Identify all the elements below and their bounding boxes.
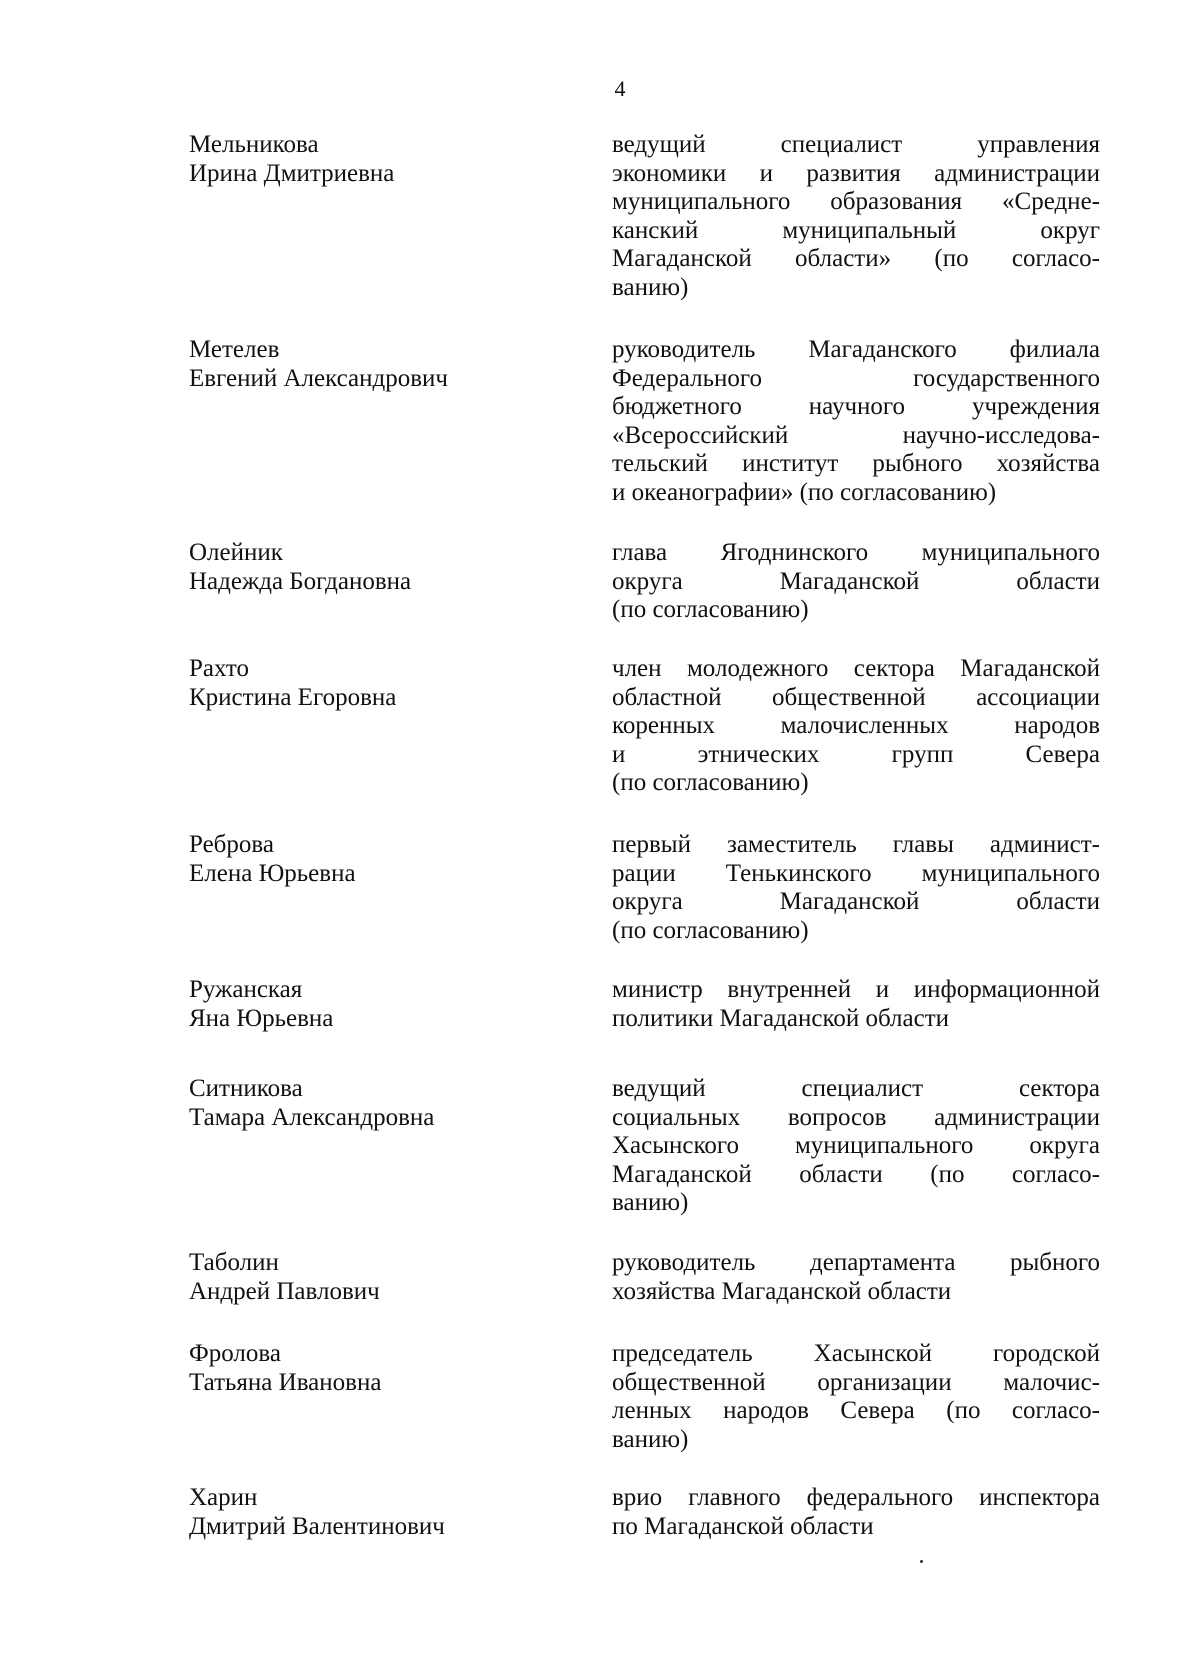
position-line: округа Магаданской области <box>612 888 1100 915</box>
member-given-names: Надежда Богдановна <box>189 567 412 595</box>
member-name <box>189 976 589 1033</box>
member-surname: Реброва <box>189 831 274 858</box>
position-line: Хасынского муниципального округа <box>612 1132 1100 1159</box>
member-surname: Таболин <box>189 1249 279 1276</box>
position-line: первый заместитель главы админист- <box>612 831 1100 858</box>
member-name <box>189 1249 589 1306</box>
member-surname: Ситникова <box>189 1075 303 1102</box>
member-given-names: Яна Юрьевна <box>189 1004 334 1032</box>
position-line: министр внутренней и информационной <box>612 976 1100 1003</box>
member-given-names: Татьяна Ивановна <box>189 1368 382 1396</box>
position-line: бюджетного научного учреждения <box>612 393 1100 420</box>
position-line: муниципального образования «Средне- <box>612 188 1100 215</box>
position-line: социальных вопросов администрации <box>612 1103 1100 1131</box>
position-line: тельский институт рыбного хозяйства <box>612 450 1100 477</box>
position-line: областной общественной ассоциации <box>612 683 1100 711</box>
member-name <box>189 539 589 596</box>
position-line: ведущий специалист управления <box>612 131 1100 158</box>
position-line: коренных малочисленных народов <box>612 712 1100 739</box>
member-surname: Ружанская <box>189 976 303 1003</box>
position-line: ванию) <box>612 1189 689 1216</box>
page-number: 4 <box>614 76 626 101</box>
position-line: (по согласованию) <box>612 769 809 796</box>
position-line: глава Ягоднинского муниципального <box>612 539 1100 566</box>
position-line: ведущий специалист сектора <box>612 1075 1100 1102</box>
member-surname: Метелев <box>189 336 280 363</box>
member-surname: Фролова <box>189 1340 281 1367</box>
position-line: хозяйства Магаданской области <box>612 1277 952 1305</box>
member-name <box>189 655 589 712</box>
member-position <box>612 539 1100 625</box>
member-position <box>612 1340 1100 1454</box>
member-position <box>612 1249 1100 1306</box>
position-line: экономики и развития администрации <box>612 159 1100 187</box>
member-given-names: Евгений Александрович <box>189 364 448 392</box>
member-given-names: Елена Юрьевна <box>189 859 356 887</box>
member-name <box>189 131 589 188</box>
member-name <box>189 1484 589 1541</box>
position-line: (по согласованию) <box>612 596 809 623</box>
position-line: руководитель Магаданского филиала <box>612 336 1100 363</box>
member-position <box>612 336 1100 507</box>
member-given-names: Тамара Александровна <box>189 1103 435 1131</box>
member-surname: Мельникова <box>189 131 319 158</box>
member-name <box>189 1340 589 1397</box>
position-line: ванию) <box>612 1425 689 1453</box>
position-line: руководитель департамента рыбного <box>612 1249 1100 1276</box>
member-given-names: Дмитрий Валентинович <box>189 1512 445 1540</box>
position-line: Федерального государственного <box>612 364 1100 392</box>
position-line: и океанографии» (по согласованию) <box>612 478 997 506</box>
position-line: округа Магаданской области <box>612 567 1100 595</box>
position-line: общественной организации малочис- <box>612 1368 1100 1396</box>
member-name <box>189 336 589 393</box>
member-surname: Харин <box>189 1484 258 1511</box>
position-line: член молодежного сектора Магаданской <box>612 655 1100 682</box>
scan-speck <box>920 1560 923 1563</box>
position-line: Магаданской области» (по согласо- <box>612 245 1100 272</box>
member-position <box>612 131 1100 302</box>
position-line: Магаданской области (по согласо- <box>612 1160 1100 1188</box>
member-position <box>612 655 1100 798</box>
member-position <box>612 1075 1100 1218</box>
member-position <box>612 976 1100 1033</box>
position-line: ванию) <box>612 273 689 301</box>
position-line: врио главного федерального инспектора <box>612 1484 1100 1511</box>
member-name <box>189 1075 589 1132</box>
member-surname: Рахто <box>189 655 249 682</box>
member-name <box>189 831 589 888</box>
member-surname: Олейник <box>189 539 283 566</box>
member-given-names: Ирина Дмитриевна <box>189 159 395 187</box>
position-line: по Магаданской области <box>612 1512 874 1540</box>
member-position <box>612 1484 1100 1541</box>
member-given-names: Кристина Егоровна <box>189 683 397 711</box>
position-line: рации Тенькинского муниципального <box>612 859 1100 887</box>
position-line: и этнических групп Севера <box>612 740 1100 768</box>
position-line: канский муниципальный округ <box>612 216 1100 244</box>
position-line: политики Магаданской области <box>612 1004 950 1032</box>
member-position <box>612 831 1100 945</box>
position-line: (по согласованию) <box>612 916 809 944</box>
member-given-names: Андрей Павлович <box>189 1277 380 1305</box>
position-line: «Всероссийский научно-исследова- <box>612 421 1100 449</box>
position-line: ленных народов Севера (по согласо- <box>612 1397 1100 1424</box>
position-line: председатель Хасынской городской <box>612 1340 1100 1367</box>
